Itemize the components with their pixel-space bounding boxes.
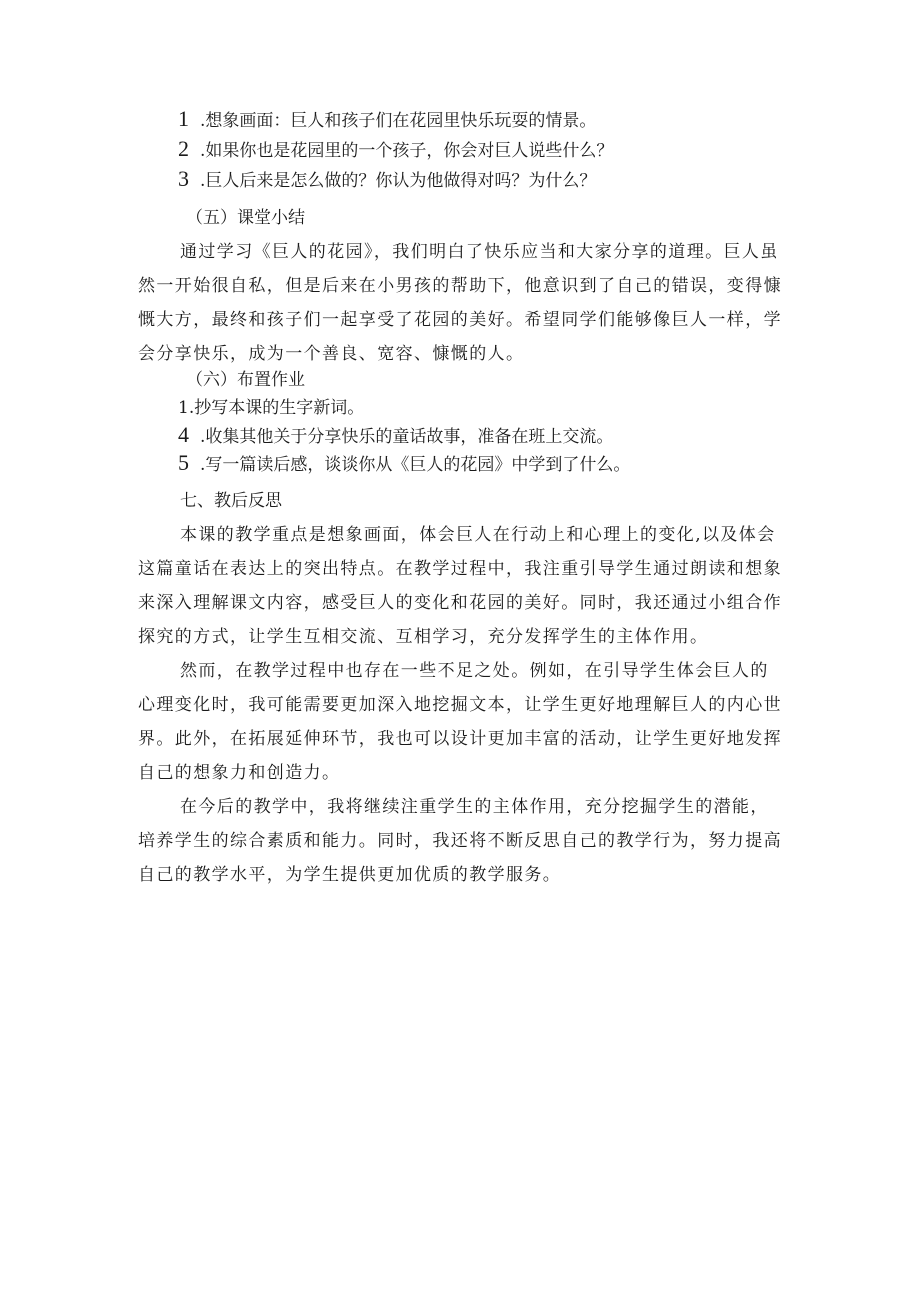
homework-number: 5 — [178, 450, 189, 475]
reflection-heading: 七、教后反思 — [180, 491, 282, 511]
reflection-line: 自己的想象力和创造力。 — [138, 763, 341, 783]
summary-line: 通过学习《巨人的花园》，我们明白了快乐应当和大家分享的道理。巨人虽 — [180, 242, 779, 262]
homework-item-5 — [178, 452, 630, 474]
summary-line: 然一开始很自私，但是后来在小男孩的帮助下，他意识到了自己的错误，变得慷 — [138, 276, 782, 296]
summary-heading: （五）课堂小结 — [186, 208, 305, 228]
question-item-2 — [178, 138, 613, 160]
homework-text: .收集其他关于分享快乐的童话故事，准备在班上交流。 — [200, 427, 614, 447]
question-text: .如果你也是花园里的一个孩子，你会对巨人说些什么？ — [200, 141, 614, 161]
homework-text: .写一篇读后感，谈谈你从《巨人的花园》中学到了什么。 — [200, 455, 631, 475]
reflection-line: 这篇童话在表达上的突出特点。在教学过程中，我注重引导学生通过朗读和想象 — [138, 559, 782, 579]
homework-item-4 — [178, 424, 613, 446]
reflection-line: 心理变化时，我可能需要更加深入地挖掘文本，让学生更好地理解巨人的内心世 — [138, 695, 782, 715]
question-text: .巨人后来是怎么做的？你认为他做得对吗？为什么？ — [200, 171, 597, 191]
reflection-line: 探究的方式，让学生互相交流、互相学习，充分发挥学生的主体作用。 — [138, 627, 709, 647]
question-item-3 — [178, 168, 596, 190]
summary-line: 会分享快乐，成为一个善良、宽容、慷慨的人。 — [138, 344, 525, 364]
homework-item-1: 1.抄写本课的生字新词。 — [178, 398, 365, 418]
question-number: 3 — [178, 166, 189, 191]
reflection-line: 在今后的教学中，我将继续注重学生的主体作用，充分挖掘学生的潜能， — [180, 797, 769, 817]
reflection-line: 培养学生的综合素质和能力。同时，我还将不断反思自己的教学行为，努力提高 — [138, 831, 782, 851]
reflection-line: 自己的教学水平，为学生提供更加优质的教学服务。 — [138, 865, 562, 885]
question-number: 2 — [178, 136, 189, 161]
reflection-line: 界。此外，在拓展延伸环节，我也可以设计更加丰富的活动，让学生更好地发挥 — [138, 729, 782, 749]
summary-line: 慨大方，最终和孩子们一起享受了花园的美好。希望同学们能够像巨人一样，学 — [138, 310, 782, 330]
reflection-line: 然而，在教学过程中也存在一些不足之处。例如，在引导学生体会巨人的 — [180, 661, 769, 681]
homework-number: 4 — [178, 422, 189, 447]
reflection-line: 本课的教学重点是想象画面，体会巨人在行动上和心理上的变化,以及体会 — [180, 525, 776, 545]
question-item-1 — [178, 108, 596, 130]
homework-heading: （六）布置作业 — [186, 370, 305, 390]
reflection-line: 来深入理解课文内容，感受巨人的变化和花园的美好。同时，我还通过小组合作 — [138, 593, 782, 613]
question-text: .想象画面：巨人和孩子们在花园里快乐玩耍的情景。 — [200, 111, 597, 131]
question-number: 1 — [178, 106, 189, 131]
